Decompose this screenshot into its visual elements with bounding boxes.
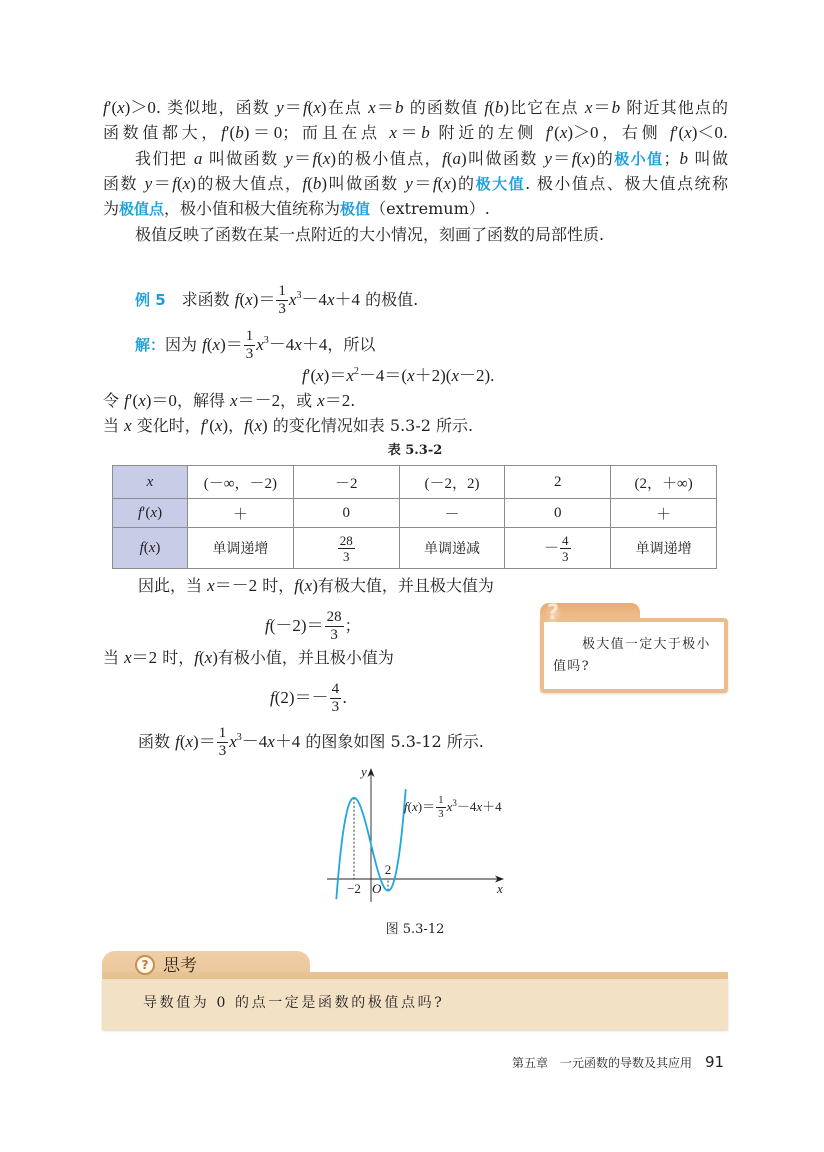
text-run: 单调递增 — [212, 541, 269, 557]
math-expression: x — [288, 290, 297, 309]
math-expression: f(b) — [484, 98, 509, 117]
text-run: 附近的左侧 — [429, 123, 546, 142]
callout-text: 极大值一定大于极小值吗? — [553, 637, 711, 674]
table-cell — [505, 528, 611, 569]
math-expression: f(b) — [302, 174, 328, 193]
text-run: 的 — [595, 149, 615, 168]
table-intro-line — [103, 414, 473, 438]
superscript: 3 — [263, 335, 269, 346]
graph-intro-line — [138, 726, 484, 759]
math-expression: x — [446, 799, 453, 814]
fraction-numerator: 28 — [339, 532, 353, 548]
text-run: ， — [228, 416, 245, 435]
x-tick-label: 2 — [384, 862, 392, 877]
table-cell — [188, 499, 294, 528]
text-run: . — [722, 123, 728, 142]
math-expression: f(－2)＝ — [265, 616, 324, 635]
text-run: 在点 — [326, 98, 369, 117]
figure-caption: 图 5.3-12 — [385, 922, 445, 937]
page-number: 91 — [705, 1053, 725, 1071]
question-circle-icon: ? — [135, 955, 155, 975]
math-expression: －4x＋4 — [456, 799, 502, 814]
example-statement — [135, 284, 418, 317]
fraction-denominator: 3 — [218, 743, 227, 759]
fraction — [330, 682, 342, 715]
text-run: ，解得 — [176, 391, 231, 410]
text-run: ； — [663, 149, 680, 168]
highlight-term: 极值 — [340, 200, 371, 218]
fraction — [560, 534, 571, 563]
text-line — [103, 121, 728, 145]
text-line — [135, 223, 604, 247]
fraction-numerator: 28 — [326, 609, 342, 625]
footer-chapter-title: 第五章 一元函数的导数及其应用 — [512, 1056, 693, 1070]
superscript: 3 — [452, 798, 457, 808]
text-line — [103, 197, 490, 221]
math-expression: －4x＋4 — [301, 290, 360, 309]
function-label — [404, 795, 502, 820]
text-run: 函数值都大， — [103, 123, 222, 142]
math-expression: 2 — [554, 473, 562, 490]
math-expression: f′(x)＝0 — [124, 391, 177, 410]
math-expression: x＝2 — [124, 648, 158, 667]
fraction-numerator: 1 — [245, 328, 254, 344]
text-run: 的变化情况如表 5.3-2 所示. — [267, 416, 474, 435]
min-intro-line — [103, 646, 394, 670]
math-expression: f′(x)＜0 — [670, 123, 723, 142]
math-expression: f(a) — [442, 149, 467, 168]
text-run: ，或 — [280, 391, 318, 410]
math-expression: x＝－2 — [207, 576, 258, 595]
fraction-numerator: 4 — [331, 681, 340, 697]
fraction — [244, 329, 256, 362]
max-intro-line — [138, 574, 494, 598]
text-run: 因为 — [165, 335, 203, 354]
y-axis-label: y — [361, 764, 367, 779]
math-expression: x＝2 — [317, 391, 351, 410]
text-run: 的极大值点， — [195, 174, 303, 193]
table-row-header — [113, 466, 188, 499]
text-run: 叫做函数 — [327, 174, 406, 193]
math-expression: －4x＋4 — [241, 732, 301, 751]
table-row-header — [113, 499, 188, 528]
text-run: ；而且在点 — [282, 123, 390, 142]
text-run: 时， — [257, 576, 295, 595]
text-run: 为 — [103, 199, 120, 218]
math-expression: y＝f(x) — [144, 174, 196, 193]
math-expression: y＝f(x) — [544, 149, 596, 168]
fraction-denominator: 3 — [342, 548, 350, 564]
text-run: . — [342, 688, 348, 707]
min-value-formula — [270, 682, 347, 715]
math-expression: f′(x)＞0 — [103, 98, 156, 117]
fraction-denominator: 3 — [245, 346, 254, 362]
x-axis-label: x — [497, 881, 503, 896]
fraction-denominator: 3 — [438, 808, 444, 820]
table-cell — [611, 528, 717, 569]
math-expression: f(x) — [294, 576, 318, 595]
table-row — [113, 528, 717, 569]
text-run: 求函数 — [165, 290, 235, 309]
text-run: 的极值. — [359, 290, 419, 309]
highlight-term: 极值点 — [119, 200, 165, 218]
text-run: ，极小值和极大值统称为 — [164, 199, 341, 218]
text-run: 叫做函数 — [466, 149, 545, 168]
fraction — [325, 610, 344, 643]
math-expression: f′(x) — [137, 504, 163, 521]
text-run: . — [350, 391, 356, 410]
text-run: 我们把 — [135, 149, 194, 168]
math-expression: y＝f(x) — [405, 174, 457, 193]
math-expression: f(x)＝ — [202, 335, 243, 354]
table-cell — [188, 466, 294, 499]
fraction-numerator: 1 — [278, 283, 286, 299]
table-cell — [293, 466, 399, 499]
text-run: 的图象如图 5.3-12 所示. — [300, 732, 484, 751]
text-run: 函数 — [138, 732, 176, 751]
thinking-question: 导数值为 0 的点一定是函数的极值点吗? — [143, 995, 445, 1011]
math-expression: x — [146, 473, 154, 490]
fraction — [436, 795, 446, 820]
fraction-denominator: 3 — [331, 699, 340, 715]
table-row-header — [113, 528, 188, 569]
math-expression: f(x) — [139, 539, 161, 556]
math-expression: b — [679, 149, 689, 168]
math-expression: x＝b — [389, 123, 430, 142]
superscript: 3 — [236, 732, 242, 743]
table-cell — [399, 466, 505, 499]
x-tick-label: −2 — [347, 881, 361, 896]
text-run: 的函数值 — [403, 98, 485, 117]
derivative-formula — [302, 364, 494, 388]
math-expression: 0 — [554, 504, 562, 521]
table-cell — [505, 499, 611, 528]
math-expression: ＋ — [656, 506, 672, 523]
math-expression: － — [544, 540, 560, 556]
math-expression: (2，＋∞) — [634, 475, 693, 492]
text-run: 极值反映了函数在某一点附近的大小情况，刻画了函数的局部性质. — [135, 225, 605, 244]
math-expression: x＝b — [368, 98, 404, 117]
math-expression: f(x)＝ — [234, 290, 276, 309]
fraction-numerator: 1 — [438, 794, 444, 806]
math-expression: (－2，2) — [424, 475, 480, 492]
highlight-term: 解： — [135, 336, 166, 354]
question-mark-icon: ? — [547, 600, 560, 624]
math-expression: x＝－2 — [230, 391, 281, 410]
math-expression: x — [256, 335, 264, 354]
math-expression: － — [444, 506, 460, 523]
math-expression: f(x)＝ — [175, 732, 216, 751]
math-expression: f(x)＝ — [404, 799, 436, 814]
table-row — [113, 499, 717, 528]
math-expression: f′(b)＝0 — [221, 123, 283, 142]
math-expression: y＝f(x) — [285, 149, 337, 168]
fraction-numerator: 4 — [562, 532, 569, 548]
text-run: ； — [344, 616, 361, 635]
origin-label: O — [372, 881, 382, 896]
critical-points-line — [103, 389, 355, 413]
text-run: 因此，当 — [138, 576, 208, 595]
table-cell — [505, 466, 611, 499]
text-line — [135, 147, 728, 171]
fraction — [276, 284, 288, 317]
fraction-denominator: 3 — [278, 301, 286, 317]
table-cell — [399, 499, 505, 528]
text-run: 的 — [456, 174, 476, 193]
text-run: . 类似地，函数 — [155, 98, 277, 117]
text-run: 变化时， — [131, 416, 201, 435]
text-run: （extremum）. — [370, 199, 490, 218]
table-cell — [611, 499, 717, 528]
highlight-term: 极大值 — [475, 175, 526, 193]
math-expression: －4＝(x＋2)(x－2). — [358, 366, 495, 385]
math-expression: f(x) — [194, 648, 218, 667]
text-line — [103, 172, 728, 196]
text-run: ，右侧 — [598, 123, 671, 142]
text-run: 时， — [157, 648, 195, 667]
math-expression: f′(x)＝x — [302, 366, 354, 385]
math-expression: a — [193, 149, 203, 168]
text-run: 单调递减 — [423, 541, 480, 557]
text-run: 叫做 — [688, 149, 728, 168]
table-cell — [188, 528, 294, 569]
fraction — [217, 726, 229, 759]
text-run: 的极小值点， — [336, 149, 443, 168]
math-expression: 0 — [342, 504, 350, 521]
superscript: 2 — [353, 366, 359, 377]
math-expression: x＝b — [584, 98, 621, 117]
text-run: 函数 — [103, 174, 145, 193]
table-cell — [611, 466, 717, 499]
function-graph — [320, 760, 520, 910]
table-caption: 表 5.3-2 — [387, 443, 443, 458]
text-run: 有极大值，并且极大值为 — [317, 576, 494, 595]
fraction — [338, 534, 355, 563]
fraction-numerator: 1 — [218, 725, 227, 741]
math-expression: f′(x) — [200, 416, 229, 435]
text-run: 单调递增 — [635, 541, 692, 557]
text-run: 附近其他点的 — [620, 98, 729, 117]
max-value-formula — [265, 610, 361, 643]
superscript: 3 — [296, 290, 302, 301]
text-run: . 极小值点、极大值点统称 — [525, 174, 728, 193]
table-cell — [399, 528, 505, 569]
math-expression: f(2)＝－ — [270, 688, 329, 707]
fraction-denominator: 3 — [562, 548, 569, 564]
text-run: ，所以 — [327, 335, 376, 354]
math-expression: y＝f(x) — [276, 98, 327, 117]
text-run: 当 — [103, 648, 125, 667]
text-run: 有极小值，并且极小值为 — [217, 648, 394, 667]
math-expression: x — [124, 416, 132, 435]
variation-table — [112, 465, 717, 569]
math-expression: －4x＋4 — [268, 335, 328, 354]
highlight-term: 极小值 — [614, 150, 664, 168]
text-run: 叫做函数 — [202, 149, 286, 168]
text-line — [103, 96, 728, 120]
table-cell — [293, 499, 399, 528]
text-run: 令 — [103, 391, 125, 410]
fraction-denominator: 3 — [330, 627, 338, 643]
highlight-term: 例 5 — [135, 291, 166, 309]
solution-intro — [135, 329, 375, 362]
math-expression: f(x) — [244, 416, 268, 435]
math-expression: f′(x)＞0 — [545, 123, 599, 142]
thinking-title: 思考 — [163, 956, 197, 976]
math-expression: x — [229, 732, 237, 751]
math-expression: －2 — [334, 475, 358, 492]
table-row — [113, 466, 717, 499]
text-run: 当 — [103, 416, 125, 435]
math-expression: ＋ — [232, 506, 248, 523]
math-expression: (－∞，－2) — [203, 475, 277, 492]
text-run: 比它在点 — [509, 98, 585, 117]
table-cell — [293, 528, 399, 569]
